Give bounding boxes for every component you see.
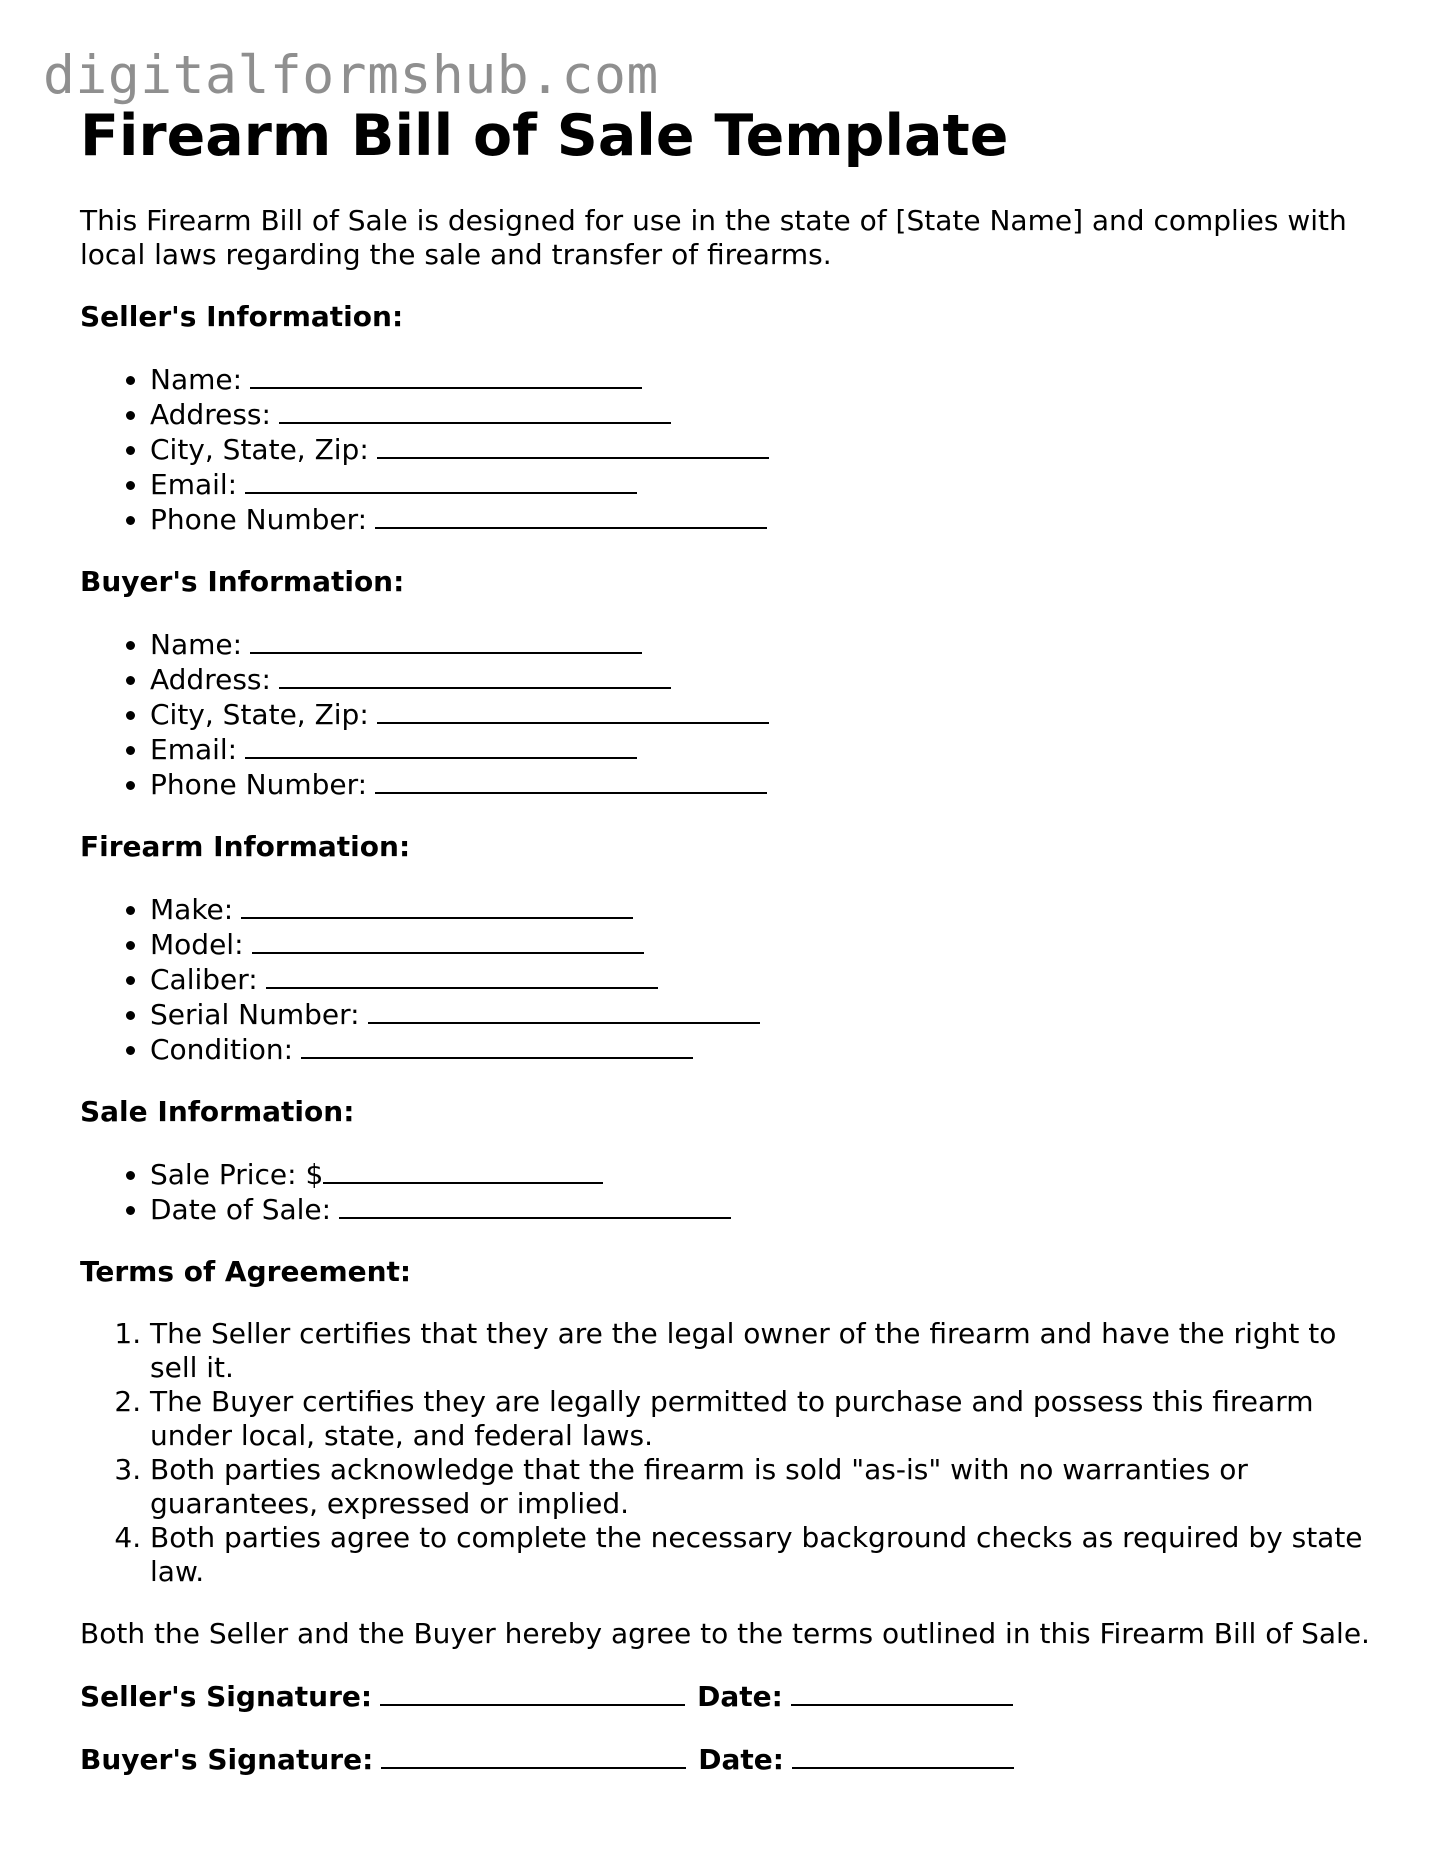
seller-city-state-zip-label: City, State, Zip: xyxy=(150,433,369,466)
seller-signature-row xyxy=(80,1679,1370,1714)
list-item xyxy=(150,627,1370,662)
buyer-name-field[interactable] xyxy=(250,627,642,654)
closing-paragraph: Both the Seller and the Buyer hereby agree to the terms outlined in this Firearm Bill of Sale. xyxy=(80,1617,1370,1650)
seller-name-label: Name: xyxy=(150,363,243,396)
firearm-make-label: Make: xyxy=(150,893,234,926)
buyer-city-state-zip-field[interactable] xyxy=(377,697,769,724)
terms-heading: Terms of Agreement: xyxy=(80,1255,412,1288)
firearm-serial-field[interactable] xyxy=(368,997,760,1024)
list-item xyxy=(150,697,1370,732)
buyer-signature-label: Buyer's Signature: xyxy=(80,1743,374,1776)
seller-info-list xyxy=(80,362,1370,537)
seller-signature-field[interactable] xyxy=(380,1679,685,1706)
firearm-model-label: Model: xyxy=(150,928,244,961)
firearm-info-list xyxy=(80,892,1370,1067)
seller-email-label: Email: xyxy=(150,468,238,501)
list-item xyxy=(150,767,1370,802)
seller-city-state-zip-field[interactable] xyxy=(377,432,769,459)
seller-phone-label: Phone Number: xyxy=(150,503,368,536)
buyer-info-list xyxy=(80,627,1370,802)
sale-date-field[interactable] xyxy=(339,1192,731,1219)
sale-info-list xyxy=(80,1157,1370,1227)
buyer-email-label: Email: xyxy=(150,733,238,766)
list-item: 4. Both parties agree to complete the necessary background checks as required by state law. xyxy=(150,1521,1370,1589)
buyer-info-heading: Buyer's Information: xyxy=(80,565,405,598)
buyer-date-field[interactable] xyxy=(792,1742,1014,1769)
list-item xyxy=(150,1157,1370,1192)
list-item: 2. The Buyer certifies they are legally permitted to purchase and possess this firearm under local, state, and federal laws. xyxy=(150,1385,1370,1453)
seller-name-field[interactable] xyxy=(250,362,642,389)
sale-info-heading: Sale Information: xyxy=(80,1095,355,1128)
list-item xyxy=(150,502,1370,537)
firearm-serial-label: Serial Number: xyxy=(150,998,360,1031)
terms-list xyxy=(80,1317,1370,1589)
list-item xyxy=(150,927,1370,962)
buyer-address-field[interactable] xyxy=(279,662,671,689)
sale-price-label: Sale Price: $ xyxy=(150,1158,324,1191)
seller-date-field[interactable] xyxy=(791,1679,1013,1706)
list-item xyxy=(150,467,1370,502)
list-item xyxy=(150,362,1370,397)
sale-price-field[interactable] xyxy=(323,1157,603,1184)
list-item xyxy=(150,997,1370,1032)
firearm-info-heading: Firearm Information: xyxy=(80,830,411,863)
buyer-email-field[interactable] xyxy=(245,732,637,759)
firearm-model-field[interactable] xyxy=(252,927,644,954)
seller-date-label: Date: xyxy=(697,1680,783,1713)
seller-info-heading: Seller's Information: xyxy=(80,300,404,333)
list-item xyxy=(150,732,1370,767)
firearm-caliber-label: Caliber: xyxy=(150,963,258,996)
seller-signature-label: Seller's Signature: xyxy=(80,1680,373,1713)
list-item: 3. Both parties acknowledge that the firearm is sold "as-is" with no warranties or guarantees, expressed or implied. xyxy=(150,1453,1370,1521)
buyer-signature-field[interactable] xyxy=(381,1742,686,1769)
seller-phone-field[interactable] xyxy=(375,502,767,529)
list-item: 1. The Seller certifies that they are the legal owner of the firearm and have the right to sell it. xyxy=(150,1317,1370,1385)
buyer-name-label: Name: xyxy=(150,628,243,661)
list-item xyxy=(150,962,1370,997)
seller-address-field[interactable] xyxy=(279,397,671,424)
list-item xyxy=(150,662,1370,697)
document-page xyxy=(80,100,1370,1777)
firearm-make-field[interactable] xyxy=(241,892,633,919)
buyer-city-state-zip-label: City, State, Zip: xyxy=(150,698,369,731)
seller-address-label: Address: xyxy=(150,398,271,431)
firearm-condition-label: Condition: xyxy=(150,1033,294,1066)
firearm-condition-field[interactable] xyxy=(301,1032,693,1059)
watermark: digitalformshub.com xyxy=(43,45,659,106)
buyer-signature-row xyxy=(80,1742,1370,1777)
firearm-caliber-field[interactable] xyxy=(266,962,658,989)
seller-email-field[interactable] xyxy=(245,467,637,494)
list-item xyxy=(150,892,1370,927)
buyer-address-label: Address: xyxy=(150,663,271,696)
buyer-phone-field[interactable] xyxy=(375,767,767,794)
sale-date-label: Date of Sale: xyxy=(150,1193,332,1226)
intro-paragraph: This Firearm Bill of Sale is designed for use in the state of [State Name] and complies with local laws regarding the sale and transfer of firearms. xyxy=(80,204,1347,271)
list-item xyxy=(150,432,1370,467)
list-item xyxy=(150,397,1370,432)
list-item xyxy=(150,1032,1370,1067)
list-item xyxy=(150,1192,1370,1227)
page-title: Firearm Bill of Sale Template xyxy=(80,103,1009,169)
buyer-date-label: Date: xyxy=(698,1743,784,1776)
buyer-phone-label: Phone Number: xyxy=(150,768,368,801)
